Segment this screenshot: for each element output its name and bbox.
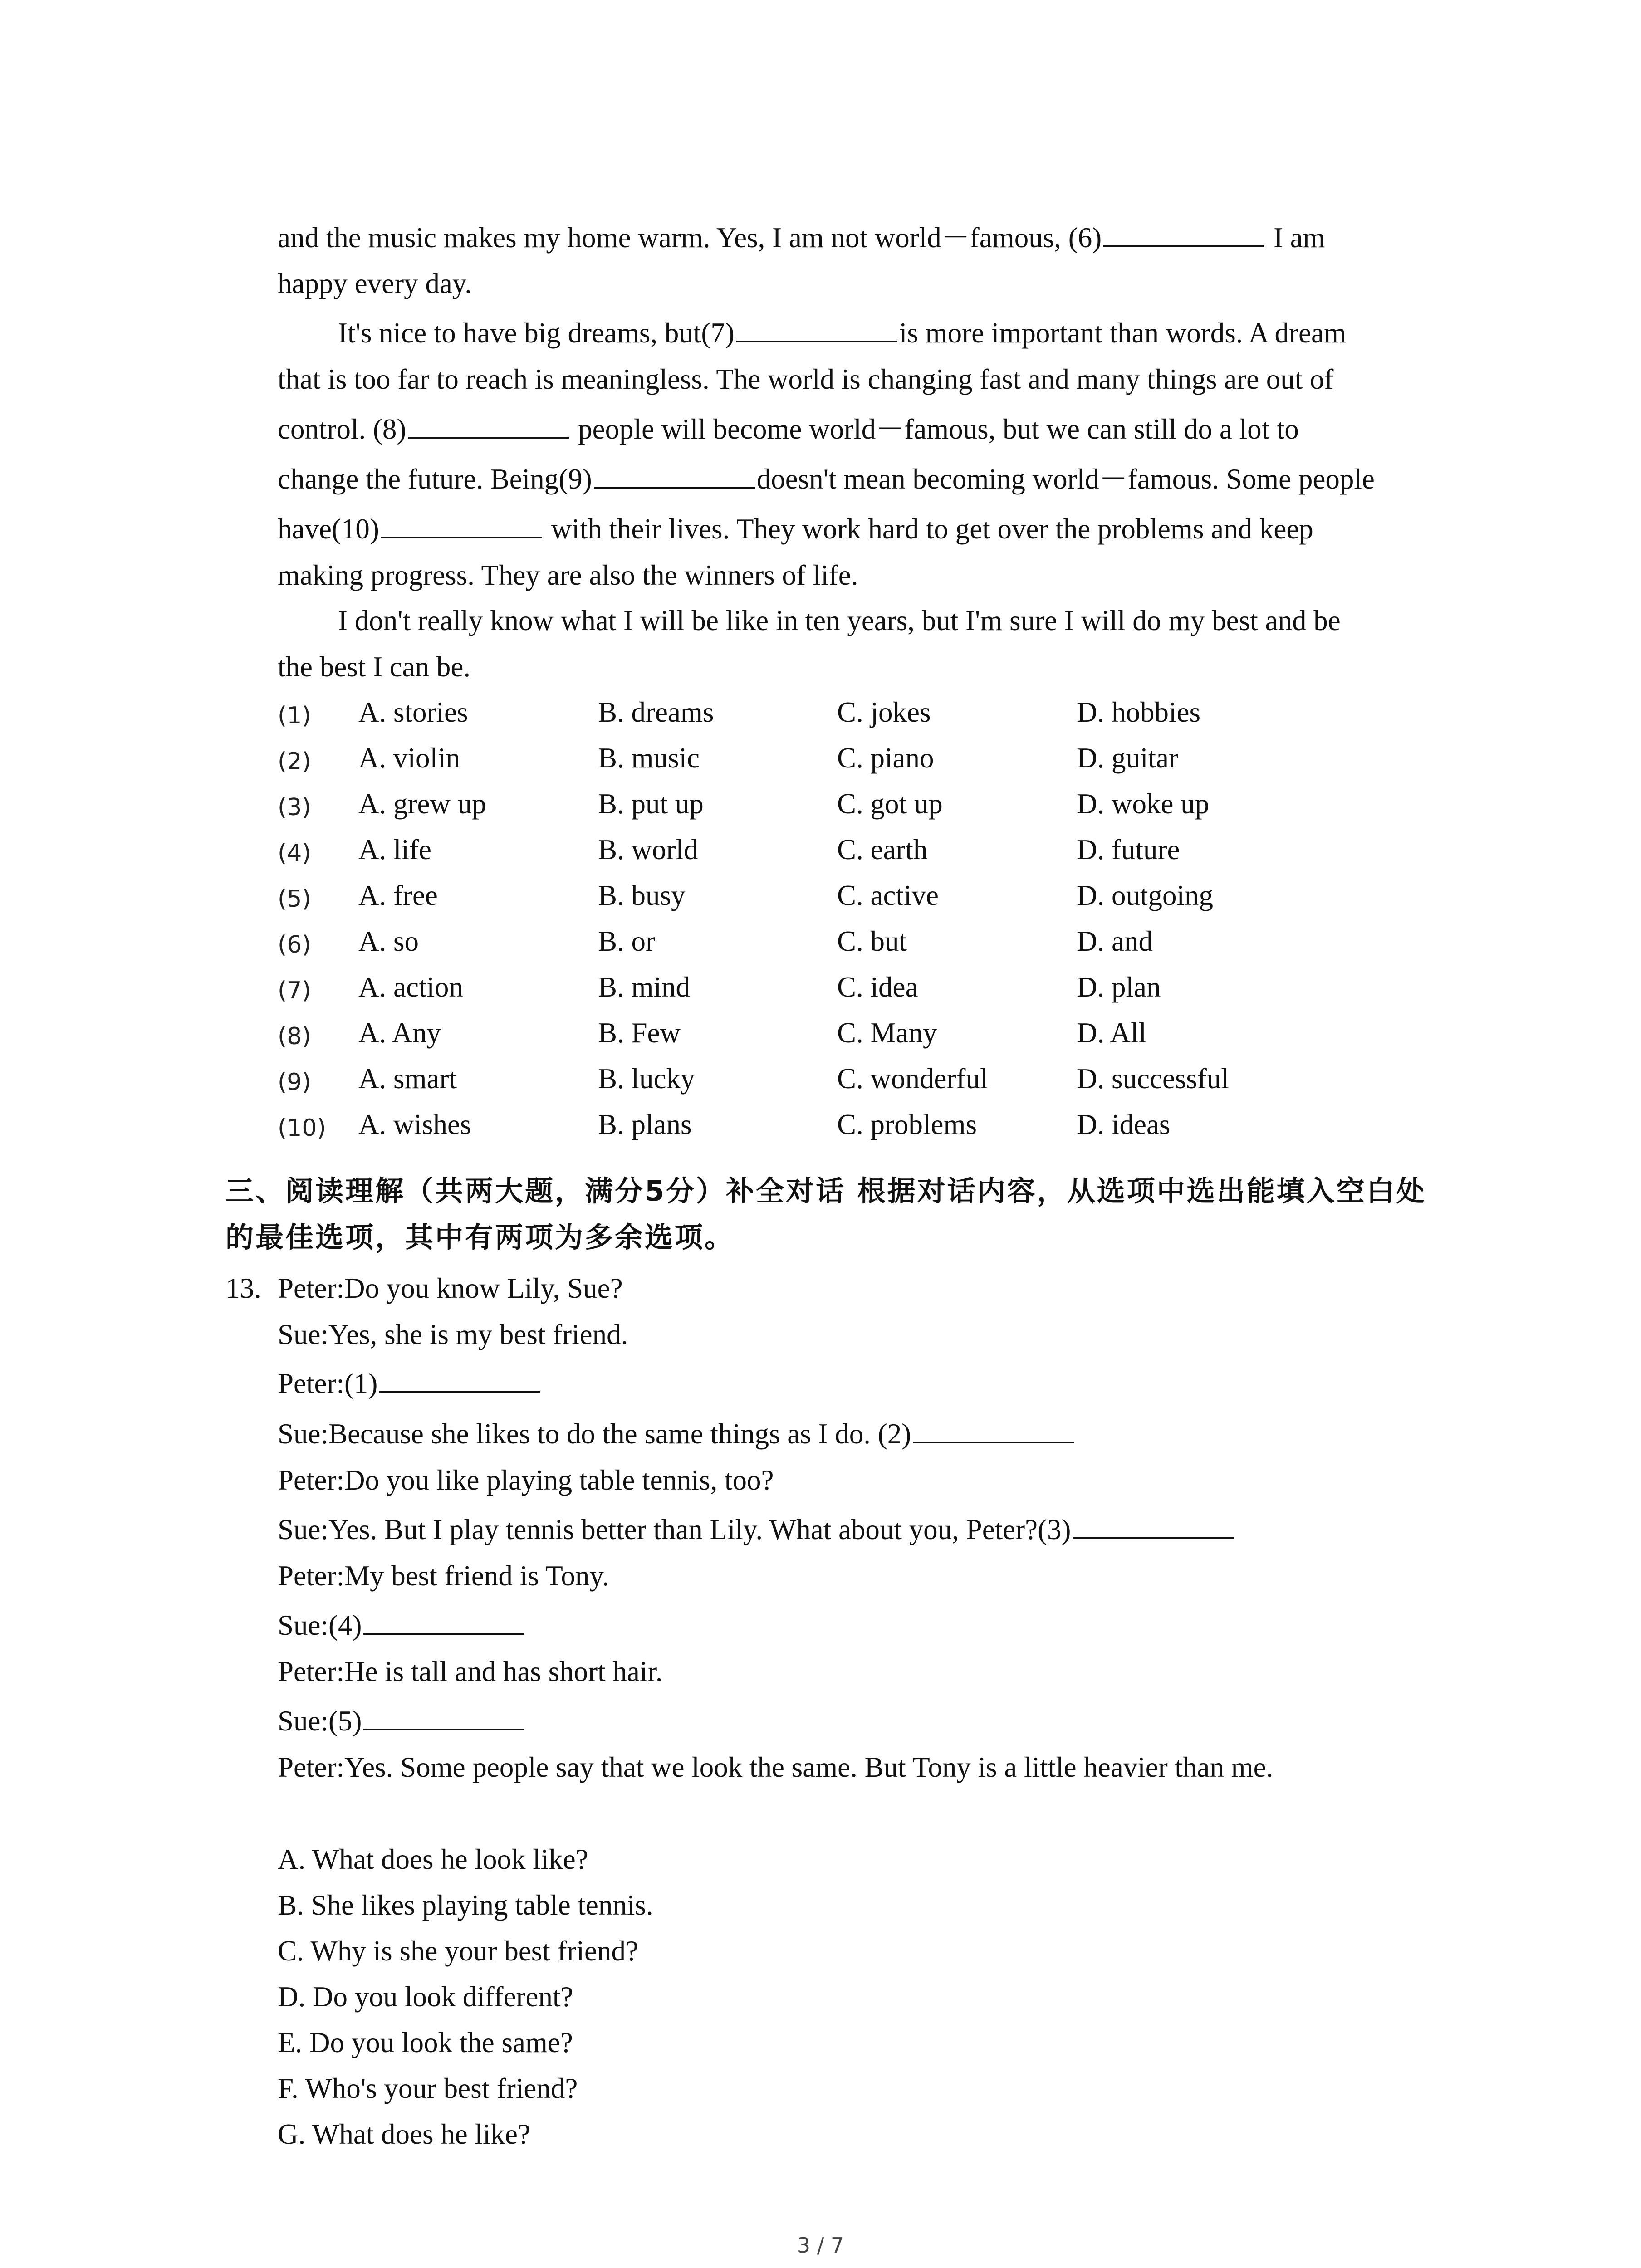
dialogue-text: Sue:Yes. But I play tennis better than Lily. What about you, Peter?(3): [278, 1514, 1071, 1545]
option-d: D. woke up: [1077, 788, 1210, 820]
option-d: D. guitar: [1077, 742, 1178, 774]
option-b: B. lucky: [598, 1063, 695, 1095]
option-b: B. music: [598, 742, 700, 774]
section-heading: 的最佳选项，其中有两项为多余选项。: [225, 1221, 735, 1254]
option-a: A. free: [358, 880, 438, 911]
option-row-number: (4): [278, 840, 311, 867]
dialogue-line: [278, 1649, 663, 1695]
passage-line: [278, 456, 1375, 502]
option-c: C. active: [837, 880, 939, 911]
dialogue-text: Peter:Do you like playing table tennis, too?: [278, 1464, 774, 1496]
page-number: 3 / 7: [797, 2233, 844, 2258]
section-heading: 三、阅读理解（共两大题，满分5分）补全对话 根据对话内容，从选项中选出能填入空白处: [225, 1174, 1426, 1207]
passage-text: people will become world－famous, but we can still do a lot to: [578, 413, 1299, 445]
dialogue-line: [278, 1553, 609, 1599]
answer-blank: [1103, 217, 1264, 247]
option-d: D. future: [1077, 834, 1180, 865]
passage-line: making progress. They are also the winners of life.: [278, 559, 858, 591]
dialogue-line: [278, 1411, 1076, 1457]
option-b: B. Few: [598, 1017, 681, 1049]
option-c: C. Many: [837, 1017, 937, 1049]
passage-text: doesn't mean becoming world－famous. Some people: [756, 463, 1375, 495]
option-c: C. but: [837, 925, 907, 957]
option-d: D. hobbies: [1077, 696, 1200, 728]
option-row-number: (10): [278, 1114, 326, 1142]
option-a: A. violin: [358, 742, 460, 774]
choice-item: E. Do you look the same?: [278, 2027, 573, 2058]
passage-text: I am: [1273, 222, 1325, 254]
option-d: D. and: [1077, 925, 1153, 957]
choice-item: B. She likes playing table tennis.: [278, 1889, 653, 1921]
option-c: C. got up: [837, 788, 943, 820]
dialogue-text: Sue:(5): [278, 1705, 362, 1737]
option-c: C. piano: [837, 742, 934, 774]
answer-blank: [381, 508, 542, 538]
passage-text: It's nice to have big dreams, but(7): [338, 317, 735, 349]
answer-blank: [594, 459, 755, 489]
dialogue-line: [278, 1312, 628, 1358]
option-row-number: (7): [278, 977, 311, 1004]
option-a: A. wishes: [358, 1109, 471, 1140]
option-c: C. jokes: [837, 696, 931, 728]
dialogue-line: [278, 1361, 542, 1407]
dialogue-text: Peter:Yes. Some people say that we look the same. But Tony is a little heavier than me.: [278, 1751, 1274, 1783]
dialogue-text: Sue:(4): [278, 1609, 362, 1641]
passage-text: have(10): [278, 513, 379, 545]
dialogue-line: [278, 1457, 774, 1503]
dialogue-text: Peter:He is tall and has short hair.: [278, 1656, 663, 1687]
dialogue-line: [278, 1698, 526, 1744]
passage-text: is more important than words. A dream: [899, 317, 1346, 349]
option-c: C. idea: [837, 971, 918, 1003]
passage-line: [338, 310, 1346, 356]
option-b: B. or: [598, 925, 655, 957]
passage-line: [278, 215, 1325, 261]
option-a: A. grew up: [358, 788, 486, 820]
question-number: 13.: [225, 1272, 261, 1304]
option-d: D. plan: [1077, 971, 1161, 1003]
answer-blank: [736, 313, 897, 342]
answer-blank: [379, 1363, 540, 1393]
choice-item: F. Who's your best friend?: [278, 2072, 578, 2104]
passage-text: with their lives. They work hard to get over the problems and keep: [551, 513, 1313, 545]
option-a: A. Any: [358, 1017, 441, 1049]
choice-item: G. What does he like?: [278, 2118, 530, 2150]
passage-text: control. (8): [278, 413, 407, 445]
option-d: D. All: [1077, 1017, 1147, 1049]
option-a: A. smart: [358, 1063, 457, 1095]
passage-text: and the music makes my home warm. Yes, I am not world－famous, (6): [278, 222, 1102, 254]
option-row-number: (8): [278, 1023, 311, 1050]
option-c: C. wonderful: [837, 1063, 988, 1095]
answer-blank: [913, 1413, 1074, 1443]
answer-blank: [408, 409, 569, 439]
dialogue-text: Sue:Because she likes to do the same things as I do. (2): [278, 1418, 911, 1450]
option-b: B. plans: [598, 1109, 692, 1140]
answer-blank: [363, 1605, 524, 1635]
passage-line: [278, 406, 1299, 452]
option-b: B. put up: [598, 788, 704, 820]
passage-line: the best I can be.: [278, 651, 471, 683]
option-d: D. ideas: [1077, 1109, 1171, 1140]
option-b: B. dreams: [598, 696, 714, 728]
dialogue-text: Sue:Yes, she is my best friend.: [278, 1319, 628, 1350]
option-d: D. outgoing: [1077, 880, 1214, 911]
option-d: D. successful: [1077, 1063, 1229, 1095]
choice-item: D. Do you look different?: [278, 1981, 573, 2013]
option-row-number: (6): [278, 931, 311, 958]
dialogue-line: [278, 1745, 1273, 1790]
dialogue-text: Peter:My best friend is Tony.: [278, 1560, 609, 1592]
passage-line: [278, 506, 1313, 552]
passage-text: change the future. Being(9): [278, 463, 592, 495]
option-row-number: (1): [278, 702, 311, 729]
dialogue-line: [278, 1603, 526, 1648]
option-row-number: (5): [278, 885, 311, 913]
choice-item: A. What does he look like?: [278, 1843, 588, 1875]
dialogue-line: [278, 1266, 623, 1311]
option-c: C. problems: [837, 1109, 977, 1140]
dialogue-line: [278, 1507, 1236, 1553]
option-b: B. busy: [598, 880, 686, 911]
answer-blank: [1073, 1509, 1234, 1539]
answer-blank: [363, 1701, 524, 1730]
passage-line: happy every day.: [278, 268, 472, 299]
option-row-number: (9): [278, 1069, 311, 1096]
choice-item: C. Why is she your best friend?: [278, 1935, 638, 1967]
option-a: A. stories: [358, 696, 468, 728]
option-c: C. earth: [837, 834, 928, 865]
passage-line: I don't really know what I will be like in ten years, but I'm sure I will do my best and be: [338, 605, 1341, 636]
option-b: B. mind: [598, 971, 691, 1003]
option-a: A. so: [358, 925, 419, 957]
option-row-number: (3): [278, 794, 311, 821]
dialogue-text: Peter:(1): [278, 1368, 378, 1399]
option-b: B. world: [598, 834, 698, 865]
option-a: A. action: [358, 971, 463, 1003]
passage-line: that is too far to reach is meaningless. The world is changing fast and many things are out of: [278, 363, 1334, 395]
dialogue-text: Peter:Do you know Lily, Sue?: [278, 1272, 623, 1304]
option-row-number: (2): [278, 748, 311, 775]
option-a: A. life: [358, 834, 431, 865]
